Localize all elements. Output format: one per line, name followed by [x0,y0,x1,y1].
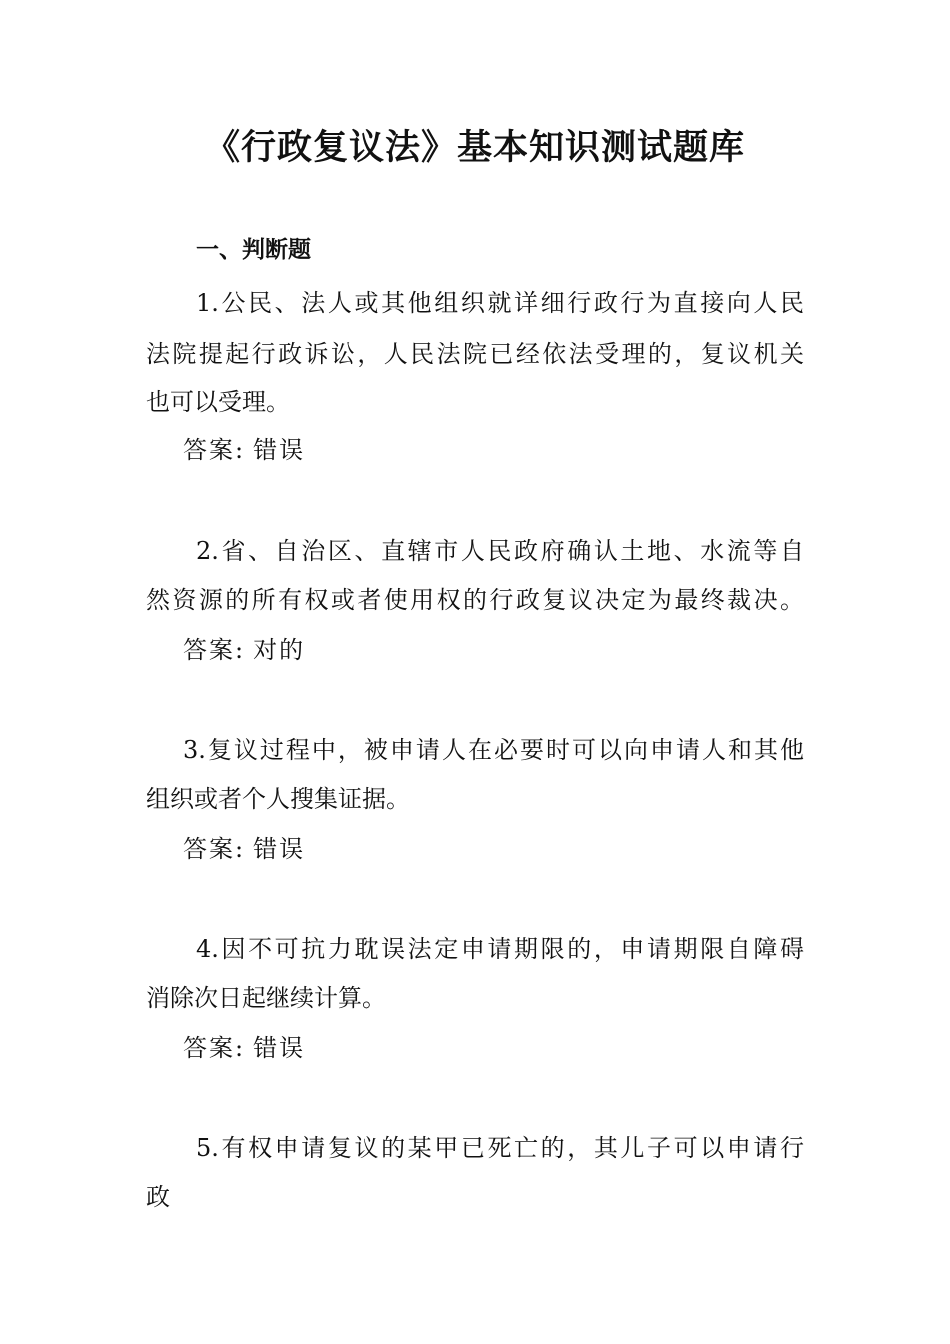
answer-label: 答案: [183,1034,246,1062]
question-text-line: 法院提起行政诉讼，人民法院已经依法受理的，复议机关 [146,340,804,368]
answer-value: 错误 [253,1034,306,1062]
question-text-line: 4.因不可抗力耽误法定申请期限的，申请期限自障碍 [196,935,804,963]
section-heading: 一、判断题 [196,237,311,263]
answer-line [183,1030,305,1066]
question-text-line: 政 [146,1183,170,1211]
answer-value: 错误 [253,436,306,464]
answer-line [183,632,305,668]
answer-value: 错误 [253,835,306,863]
answer-line [183,831,305,867]
answer-label: 答案: [183,835,246,863]
answer-line [183,432,305,468]
question-text-line: 5.有权申请复议的某甲已死亡的，其儿子可以申请行 [196,1134,804,1162]
question-text-line: 也可以受理。 [146,388,290,416]
question-text-line: 消除次日起继续计算。 [146,984,386,1012]
question-text-line: 3.复议过程中，被申请人在必要时可以向申请人和其他 [183,736,804,764]
answer-value: 对的 [253,636,306,664]
question-text-line: 然资源的所有权或者使用权的行政复议决定为最终裁决。 [146,586,804,614]
document-title: 《行政复议法》基本知识测试题库 [204,127,745,168]
answer-label: 答案: [183,436,246,464]
question-text-line: 1.公民、法人或其他组织就详细行政行为直接向人民 [196,289,804,317]
question-text-line: 2.省、自治区、直辖市人民政府确认土地、水流等自 [196,537,804,565]
question-text-line: 组织或者个人搜集证据。 [146,785,410,813]
answer-label: 答案: [183,636,246,664]
